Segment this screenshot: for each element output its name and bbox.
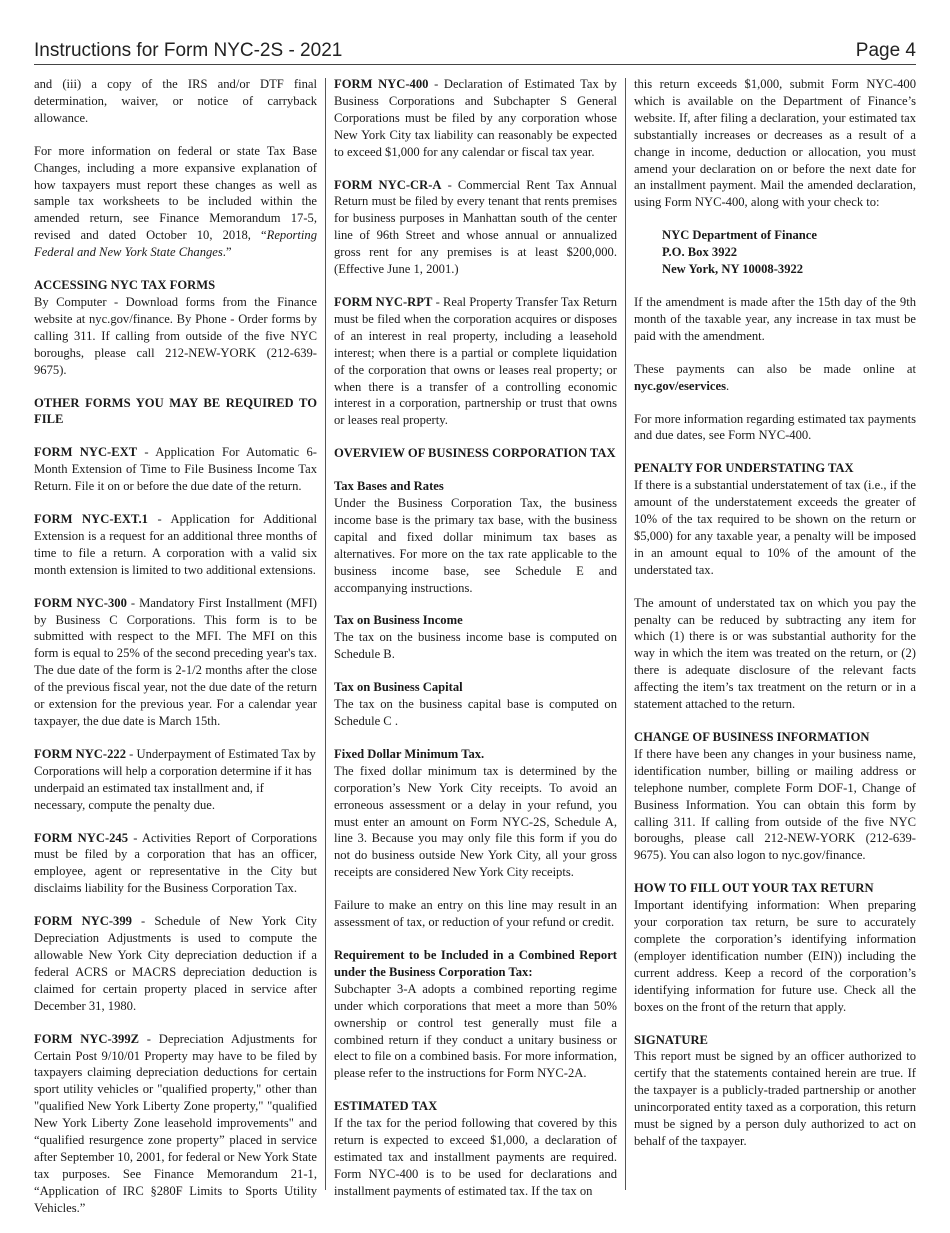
section-heading: ACCESSING NYC TAX FORMS [34, 278, 216, 293]
eservices-link[interactable]: nyc.gov/eservices [634, 378, 726, 393]
column-3 [634, 76, 916, 1166]
column-divider [625, 78, 626, 1190]
paragraph: Failure to make an entry on this line may result in an assessment of tax, or reduction of your refund or credit. [334, 898, 617, 930]
subsection-heading: Tax on Business Income [334, 613, 463, 628]
form-entry: FORM NYC-400 - Declaration of Estimated Tax by Business Corporations and Subchapter S General Corporations must be filed by any corporation whose New York City tax liability can reasonably be expected to exceed $1,000 for any calendar or fiscal tax year. [334, 77, 617, 159]
section-signature: SIGNATURE This report must be signed by an officer authorized to certify that the statements contained herein are true. If the taxpayer is a publicly-traded partnership or another unincorporated entity taxed as a corporation, this return must be signed by a person duly authorized to act on behalf of the taxpayer. [634, 1032, 916, 1148]
section-penalty: PENALTY FOR UNDERSTATING TAX If there is a substantial understatement of tax (i.e., if the amount of the understatement exceeds the greater of 10% of the tax required to be shown on the return or $5,000) for any taxable year, a penalty will be imposed in an amount equal to 10% of the amount of the understated tax. [634, 461, 916, 577]
section-heading: OVERVIEW OF BUSINESS CORPORATION TAX [334, 446, 616, 461]
paragraph: For more information on federal or state Tax Base Changes, including a more expansive explanation of how taxpayers must report these changes as well as sample tax worksheets to be included within the amended return, see Finance Memorandum 17-5, revised and dated October 10, 2018, “Reporting Federal and New York State Changes.” [34, 143, 317, 260]
paragraph: For more information regarding estimated tax payments and due dates, see Form NYC-400. [634, 411, 916, 443]
subsection-heading: Fixed Dollar Minimum Tax. [334, 746, 485, 761]
section-heading: SIGNATURE [634, 1032, 708, 1047]
paragraph: These payments can also be made online at nyc.gov/eservices. [634, 361, 916, 393]
page-header [34, 40, 916, 65]
paragraph: and (iii) a copy of the IRS and/or DTF final determination, waiver, or notice of carryback allowance. [34, 77, 317, 125]
section-heading: ESTIMATED TAX [334, 1099, 438, 1114]
subsection-heading: Tax Bases and Rates [334, 479, 444, 494]
form-entry: FORM NYC-CR-A - Commercial Rent Tax Annual Return must be filed by every tenant that rents premises for business purposes in Manhattan south of the center line of 96th Street and whose annual or annualized gross rent for any premises is at least $200,000. (Effective June 1, 2001.) [334, 177, 617, 277]
subsection: Fixed Dollar Minimum Tax. The fixed dollar minimum tax is determined by the corporation’s New York City receipts. To avoid an erroneous assessment or a delay in your refund, you must enter an amount on Form NYC-2S, Schedule A, line 3. Because you may only file this form if you do not do business outside New York City, all your gross receipts are considered New York City receipts. [334, 746, 617, 880]
form-entry: FORM NYC-EXT.1 - Application for Additional Extension is a request for an additional three months of time to file a return. A corporation with a valid six month extension is limited to two additional extensions. [34, 512, 317, 577]
subsection: Tax Bases and Rates Under the Business Corporation Tax, the business income base is the primary tax base, with the business capital and fixed dollar minimum tax bases as alternatives. For more on the tax rate applicable to the business income base, see Schedule E and accompanying instructions. [334, 479, 617, 595]
section-heading: PENALTY FOR UNDERSTATING TAX [634, 461, 854, 476]
subsection: Requirement to be Included in a Combined Report under the Business Corporation Tax: Subchapter 3-A adopts a combined reporting regime under which corporations that meet a more than 50% ownership or control test generally must file a combined return if they conduct a unitary business or elect to file on a combined basis. For more information, please refer to the instructions for Form NYC-2A. [334, 947, 617, 1081]
subsection: Tax on Business Capital The tax on the business capital base is computed on Schedule C . [334, 680, 617, 728]
subsection-heading: Requirement to be Included in a Combined Report under the Business Corporation Tax: [334, 947, 617, 979]
column-2 [334, 76, 617, 1200]
section-accessing-forms: ACCESSING NYC TAX FORMS By Computer - Download forms from the Finance website at nyc.gov/finance. By Phone - Order forms by calling 311. If calling from outside of the five NYC boroughs, please call 212-NEW-YORK (212-639-9675). [34, 278, 317, 377]
document-title: Instructions for Form NYC-2S - 2021 [34, 40, 343, 61]
form-entry: FORM NYC-RPT - Real Property Transfer Tax Return must be filed when the corporation acquires or disposes of an interest in real property, including a leasehold interest; when there is a partial or complete liquidation of the corporation that owns or leases real property; or when there is a transfer of a controlling economic interest in a corporation, partnership or trust that owns or leases real property. [334, 294, 617, 428]
form-entry: FORM NYC-399 - Schedule of New York City Depreciation Adjustments is used to compute the allowable New York City depreciation deduction if a federal ACRS or MACRS depreciation deduction is claimed for certain property placed in service after December 31, 1980. [34, 914, 317, 1013]
paragraph: this return exceeds $1,000, submit Form NYC-400 which is available on the Department of Finance’s website. If, after filing a declaration, your estimated tax substantially increases or decreases as a result of a change in income, deduction or allocation, you must amend your declaration on or before the next date for an installment payment. Mail the amended declaration, using Form NYC-400, along with your check to: [634, 77, 916, 210]
form-entry: FORM NYC-300 - Mandatory First Installment (MFI) by Business C Corporations. This form is to be submitted with respect to the MFI. The MFI on this form is equal to 25% of the second preceding year's tax. The due date of the form is 2-1/2 months after the close of the previous fiscal year, not the due date of the return or extension for the previous year. For a calendar year taxpayer, the due date is March 15th. [34, 595, 317, 728]
section-heading: CHANGE OF BUSINESS INFORMATION [634, 730, 870, 744]
section-heading: OTHER FORMS YOU MAY BE REQUIRED TO FILE [34, 395, 317, 427]
form-entry: FORM NYC-245 - Activities Report of Corporations must be filed by a corporation that has an officer, employee, agent or representative in the City but disclaims liability for the Business Corporation Tax. [34, 830, 317, 896]
subsection-heading: Tax on Business Capital [334, 680, 463, 695]
page-number: Page 4 [855, 40, 916, 61]
section-heading: HOW TO FILL OUT YOUR TAX RETURN [634, 881, 874, 896]
section-change-info: CHANGE OF BUSINESS INFORMATION If there have been any changes in your business name, identification number, billing or mailing address or telephone number, complete Form DOF-1, Change of Business Information. You can obtain this form by calling 311. If calling from outside of the five NYC boroughs, please call 212-NEW-YORK (212-639-9675). You can also logon to nyc.gov/finance. [634, 730, 916, 863]
column-1 [34, 76, 317, 1233]
section-estimated-tax: ESTIMATED TAX If the tax for the period following that covered by this return is expected to exceed $1,000, a declaration of estimated tax and installment payments are required. Form NYC-400 is to be used for declarations and installment payments of estimated tax. If the tax on [334, 1099, 617, 1198]
mailing-address: NYC Department of Finance P.O. Box 3922 New York, NY 10008-3922 [662, 228, 817, 277]
form-entry: FORM NYC-399Z - Depreciation Adjustments for Certain Post 9/10/01 Property may have to be filed by taxpayers claiming depreciation deductions for certain sport utility vehicles or "qualified property," other than "qualified New York Liberty Zone property," "qualified New York Liberty Zone leasehold improvements" and “qualified resurgence zone property” placed in service after September 10, 2001, for federal or New York State tax purposes. See Finance Memorandum 21-1, “Application of IRC §280F Limits to Sports Utility Vehicles.” [34, 1031, 317, 1215]
subsection: Tax on Business Income The tax on the business income base is computed on Schedule B. [334, 613, 617, 662]
column-divider [325, 78, 326, 1190]
form-entry: FORM NYC-EXT - Application For Automatic 6-Month Extension of Time to File Business Income Tax Return. File it on or before the due date of the return. [34, 445, 317, 494]
paragraph: The amount of understated tax on which you pay the penalty can be reduced by subtracting any item for which (1) there is or was substantial authority for the way in which the item was treated on the return, or (2) there is adequate disclosure of the relevant facts affecting the item’s tax treatment on the return or in a statement attached to the return. [634, 595, 916, 712]
paragraph: If the amendment is made after the 15th day of the 9th month of the taxable year, any increase in tax must be paid with the amendment. [634, 294, 916, 343]
section-fill-out: HOW TO FILL OUT YOUR TAX RETURN Important identifying information: When preparing your corporation tax return, be sure to accurately complete the corporation’s identifying information (employer identification number (EIN)) including the current address. Keep a record of the corporation’s identifying information for future use. Check all the boxes on the front of the return that apply. [634, 881, 916, 1014]
form-entry: FORM NYC-222 - Underpayment of Estimated Tax by Corporations will help a corporation determine if it has underpaid an estimated tax installment and, if necessary, compute the penalty due. [34, 746, 316, 812]
